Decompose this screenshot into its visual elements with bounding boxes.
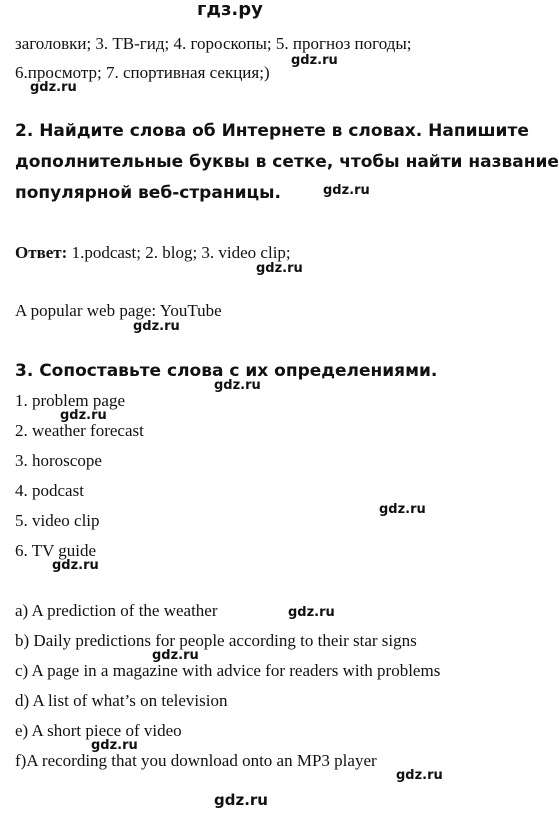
watermark: gdz.ru [214, 791, 268, 809]
watermark: gdz.ru [323, 183, 370, 198]
popular-web-page: A popular web page: YouTube [15, 301, 222, 320]
answer-text: 1.podcast; 2. blog; 3. video clip; [67, 243, 291, 262]
word-item: 5. video clip [15, 511, 100, 530]
definition-item: b) Daily predictions for people according to their star signs [15, 631, 417, 650]
watermark: gdz.ru [379, 502, 426, 517]
watermark: gdz.ru [152, 648, 199, 663]
watermark: gdz.ru [60, 408, 107, 423]
watermark: gdz.ru [214, 378, 261, 393]
definition-item: e) A short piece of video [15, 721, 182, 740]
task2-heading-line-2: дополнительные буквы в сетке, чтобы найти название [15, 152, 559, 172]
watermark: gdz.ru [133, 319, 180, 334]
task2-heading-line-1: 2. Найдите слова об Интернете в словах. Напишите [15, 121, 529, 141]
site-title: гдз.ру [197, 0, 263, 20]
intro-line-1: заголовки; 3. ТВ-гид; 4. гороскопы; 5. прогноз погоды; [15, 34, 412, 53]
word-item: 1. problem page [15, 391, 125, 410]
watermark: gdz.ru [396, 768, 443, 783]
word-item: 2. weather forecast [15, 421, 144, 440]
definition-item: c) A page in a magazine with advice for readers with problems [15, 661, 441, 680]
word-item: 6. TV guide [15, 541, 97, 560]
watermark: gdz.ru [288, 605, 335, 620]
watermark: gdz.ru [256, 261, 303, 276]
word-item: 4. podcast [15, 481, 84, 500]
intro-line-2: 6.просмотр; 7. спортивная секция;) [15, 63, 270, 82]
word-item: 3. horoscope [15, 451, 102, 470]
definition-item: f)A recording that you download onto an MP3 player [15, 751, 377, 770]
task2-answer [15, 243, 291, 263]
watermark: gdz.ru [52, 558, 99, 573]
task3-heading: 3. Сопоставьте слова с их определениями. [15, 361, 438, 381]
task2-heading-line-3: популярной веб-страницы. [15, 183, 281, 203]
watermark: gdz.ru [30, 80, 77, 95]
watermark: gdz.ru [291, 53, 338, 68]
definition-item: d) A list of what’s on television [15, 691, 228, 710]
answer-label: Ответ: [15, 243, 68, 262]
watermark: gdz.ru [91, 738, 138, 753]
definition-item: a) A prediction of the weather [15, 601, 218, 620]
